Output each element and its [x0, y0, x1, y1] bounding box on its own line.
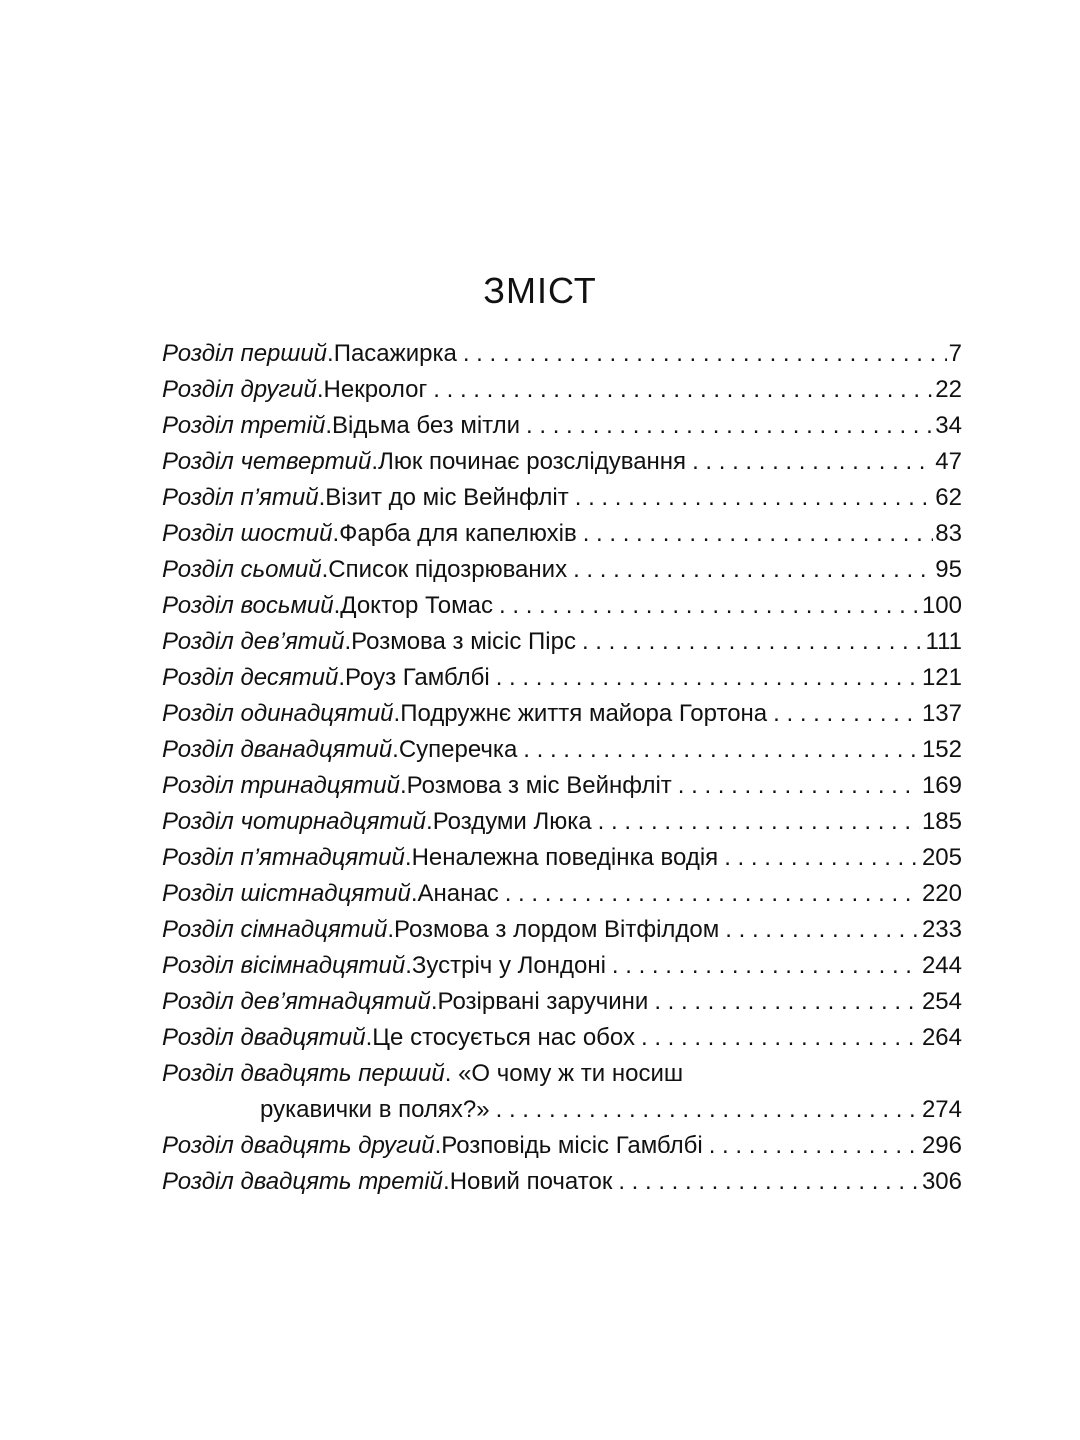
toc-entry [162, 876, 962, 912]
dot-leader [598, 804, 920, 840]
chapter-separator: . [392, 736, 399, 763]
chapter-title: Розірвані заручини [437, 988, 649, 1015]
chapter-label: Розділ двадцятий [162, 1024, 366, 1051]
dot-leader [583, 516, 934, 552]
chapter-title: Розмова з лордом Вітфілдом [394, 916, 720, 943]
dot-leader [641, 1020, 920, 1056]
chapter-separator: . [387, 916, 395, 943]
chapter-separator: . [410, 880, 418, 907]
toc-entry [162, 984, 962, 1020]
chapter-title: Некролог [323, 376, 428, 403]
dot-leader [654, 984, 920, 1020]
chapter-label: Розділ тринадцятий [162, 772, 400, 799]
toc-entry [162, 696, 962, 732]
chapter-label: Розділ перший [162, 340, 328, 367]
dot-leader [433, 372, 933, 408]
chapter-title: Розповідь місіс Гамблбі [441, 1132, 703, 1159]
page-number: 100 [921, 592, 962, 619]
dot-leader [575, 480, 934, 516]
toc-entry [162, 1128, 962, 1164]
dot-leader [573, 552, 933, 588]
chapter-title: Зустріч у Лондоні [411, 952, 606, 979]
chapter-separator: . [321, 556, 329, 583]
toc-entry [162, 948, 962, 984]
page-number: 306 [921, 1168, 962, 1195]
chapter-label: Розділ восьмий [162, 592, 334, 619]
chapter-separator: . [327, 340, 334, 367]
chapter-separator: . [332, 520, 340, 547]
toc-entry [162, 480, 962, 516]
chapter-label: Розділ сімнадцятий [162, 916, 388, 943]
chapter-label: Розділ дев’ятий [162, 628, 345, 655]
chapter-separator: . [399, 772, 407, 799]
chapter-title: Подружнє життя майора Гортона [400, 700, 768, 727]
chapter-separator: . [444, 1060, 459, 1087]
chapter-label: Розділ шістнадцятий [162, 880, 411, 907]
toc-entry [162, 732, 962, 768]
chapter-separator: . [333, 592, 341, 619]
dot-leader [582, 624, 924, 660]
page-number: 95 [935, 556, 962, 583]
toc-entry [162, 444, 962, 480]
dot-leader [526, 408, 933, 444]
chapter-title: Відьма без мітли [332, 412, 521, 439]
dot-leader [678, 768, 920, 804]
page-number: 220 [921, 880, 962, 907]
chapter-separator: . [405, 952, 412, 979]
chapter-label: Розділ десятий [162, 664, 339, 691]
page-number: 152 [921, 736, 962, 763]
chapter-label: Розділ сьомий [162, 556, 322, 583]
chapter-separator: . [404, 844, 412, 871]
toc-entry [162, 552, 962, 588]
chapter-title-continued: рукавички в полях?» [260, 1096, 490, 1123]
page-number: 22 [935, 376, 962, 403]
toc-entry [162, 588, 962, 624]
chapter-label: Розділ чотирнадцятий [162, 808, 427, 835]
toc-entry-line [162, 1056, 962, 1092]
dot-leader [773, 696, 920, 732]
toc-entry [162, 336, 962, 372]
chapter-separator: . [430, 988, 438, 1015]
chapter-label: Розділ п’ятнадцятий [162, 844, 405, 871]
dot-leader [523, 732, 920, 768]
page-number: 7 [948, 340, 962, 367]
page-number: 264 [921, 1024, 962, 1051]
dot-leader [618, 1164, 920, 1200]
toc-entry [162, 1164, 962, 1200]
toc-entry [162, 840, 962, 876]
dot-leader [499, 588, 920, 624]
page-number: 62 [935, 484, 962, 511]
page-number: 47 [935, 448, 962, 475]
toc-entry [162, 624, 962, 660]
chapter-title: Ананас [417, 880, 499, 907]
page-number: 137 [921, 700, 962, 727]
page-number: 121 [921, 664, 962, 691]
chapter-separator: . [344, 628, 352, 655]
chapter-label: Розділ двадцять другий [162, 1132, 435, 1159]
page-number: 169 [921, 772, 962, 799]
page-title: ЗМІСТ [483, 270, 597, 312]
page-number: 244 [921, 952, 962, 979]
chapter-separator: . [325, 412, 332, 439]
chapter-separator: . [434, 1132, 442, 1159]
chapter-label: Розділ дев’ятнадцятий [162, 988, 431, 1015]
chapter-title: Візит до міс Вейнфліт [325, 484, 569, 511]
chapter-title: Неналежна поведінка водія [411, 844, 719, 871]
chapter-title: Це стосується нас обох [372, 1024, 635, 1051]
page-number: 185 [921, 808, 962, 835]
chapter-title: Роздуми Люка [432, 808, 592, 835]
dot-leader [724, 840, 920, 876]
chapter-separator: . [371, 448, 379, 475]
table-of-contents [162, 336, 962, 1200]
chapter-label: Розділ вісімнадцятий [162, 952, 406, 979]
toc-entry [162, 516, 962, 552]
toc-entry [162, 804, 962, 840]
toc-entry-wrap [162, 1056, 962, 1128]
toc-entry [162, 912, 962, 948]
toc-entry [162, 768, 962, 804]
chapter-title: Пасажирка [333, 340, 457, 367]
toc-entry [162, 1020, 962, 1056]
dot-leader [725, 912, 920, 948]
chapter-title: Суперечка [398, 736, 518, 763]
chapter-label: Розділ шостий [162, 520, 333, 547]
chapter-label: Розділ п’ятий [162, 484, 319, 511]
dot-leader [505, 876, 920, 912]
chapter-separator: . [338, 664, 346, 691]
chapter-label: Розділ дванадцятий [162, 736, 393, 763]
chapter-title: Роуз Гамблбі [345, 664, 490, 691]
page-number: 254 [921, 988, 962, 1015]
chapter-title: Доктор Томас [340, 592, 494, 619]
page-number: 111 [925, 628, 962, 655]
page-number: 274 [921, 1096, 962, 1123]
chapter-title: Люк починає розслідування [378, 448, 687, 475]
chapter-label: Розділ другий [162, 376, 317, 403]
chapter-separator: . [393, 700, 401, 727]
chapter-label: Розділ четвертий [162, 448, 372, 475]
toc-entry [162, 660, 962, 696]
page-number: 205 [921, 844, 962, 871]
dot-leader [692, 444, 933, 480]
dot-leader [612, 948, 920, 984]
chapter-separator: . [318, 484, 326, 511]
chapter-separator: . [443, 1168, 450, 1195]
chapter-separator: . [426, 808, 433, 835]
chapter-separator: . [316, 376, 324, 403]
chapter-title: Новий початок [449, 1168, 613, 1195]
chapter-label: Розділ двадцять третій [162, 1168, 444, 1195]
chapter-label: Розділ двадцять перший [162, 1060, 445, 1087]
toc-entry-line [162, 1092, 962, 1128]
dot-leader [463, 336, 947, 372]
chapter-title: Список підозрюваних [328, 556, 568, 583]
toc-entry [162, 1056, 962, 1128]
chapter-title: Фарба для капелюхів [339, 520, 577, 547]
chapter-label: Розділ одинадцятий [162, 700, 394, 727]
toc-entry [162, 372, 962, 408]
dot-leader [496, 660, 920, 696]
page-number: 233 [921, 916, 962, 943]
dot-leader [496, 1092, 920, 1128]
page-number: 296 [921, 1132, 962, 1159]
toc-entry [162, 408, 962, 444]
chapter-label: Розділ третій [162, 412, 326, 439]
dot-leader [709, 1128, 920, 1164]
chapter-title: Розмова з місіс Пірс [351, 628, 576, 655]
page-number: 83 [935, 520, 962, 547]
chapter-separator: . [365, 1024, 373, 1051]
chapter-title: «О чому ж ти носиш [458, 1060, 684, 1087]
page-number: 34 [935, 412, 962, 439]
chapter-title: Розмова з міс Вейнфліт [406, 772, 672, 799]
